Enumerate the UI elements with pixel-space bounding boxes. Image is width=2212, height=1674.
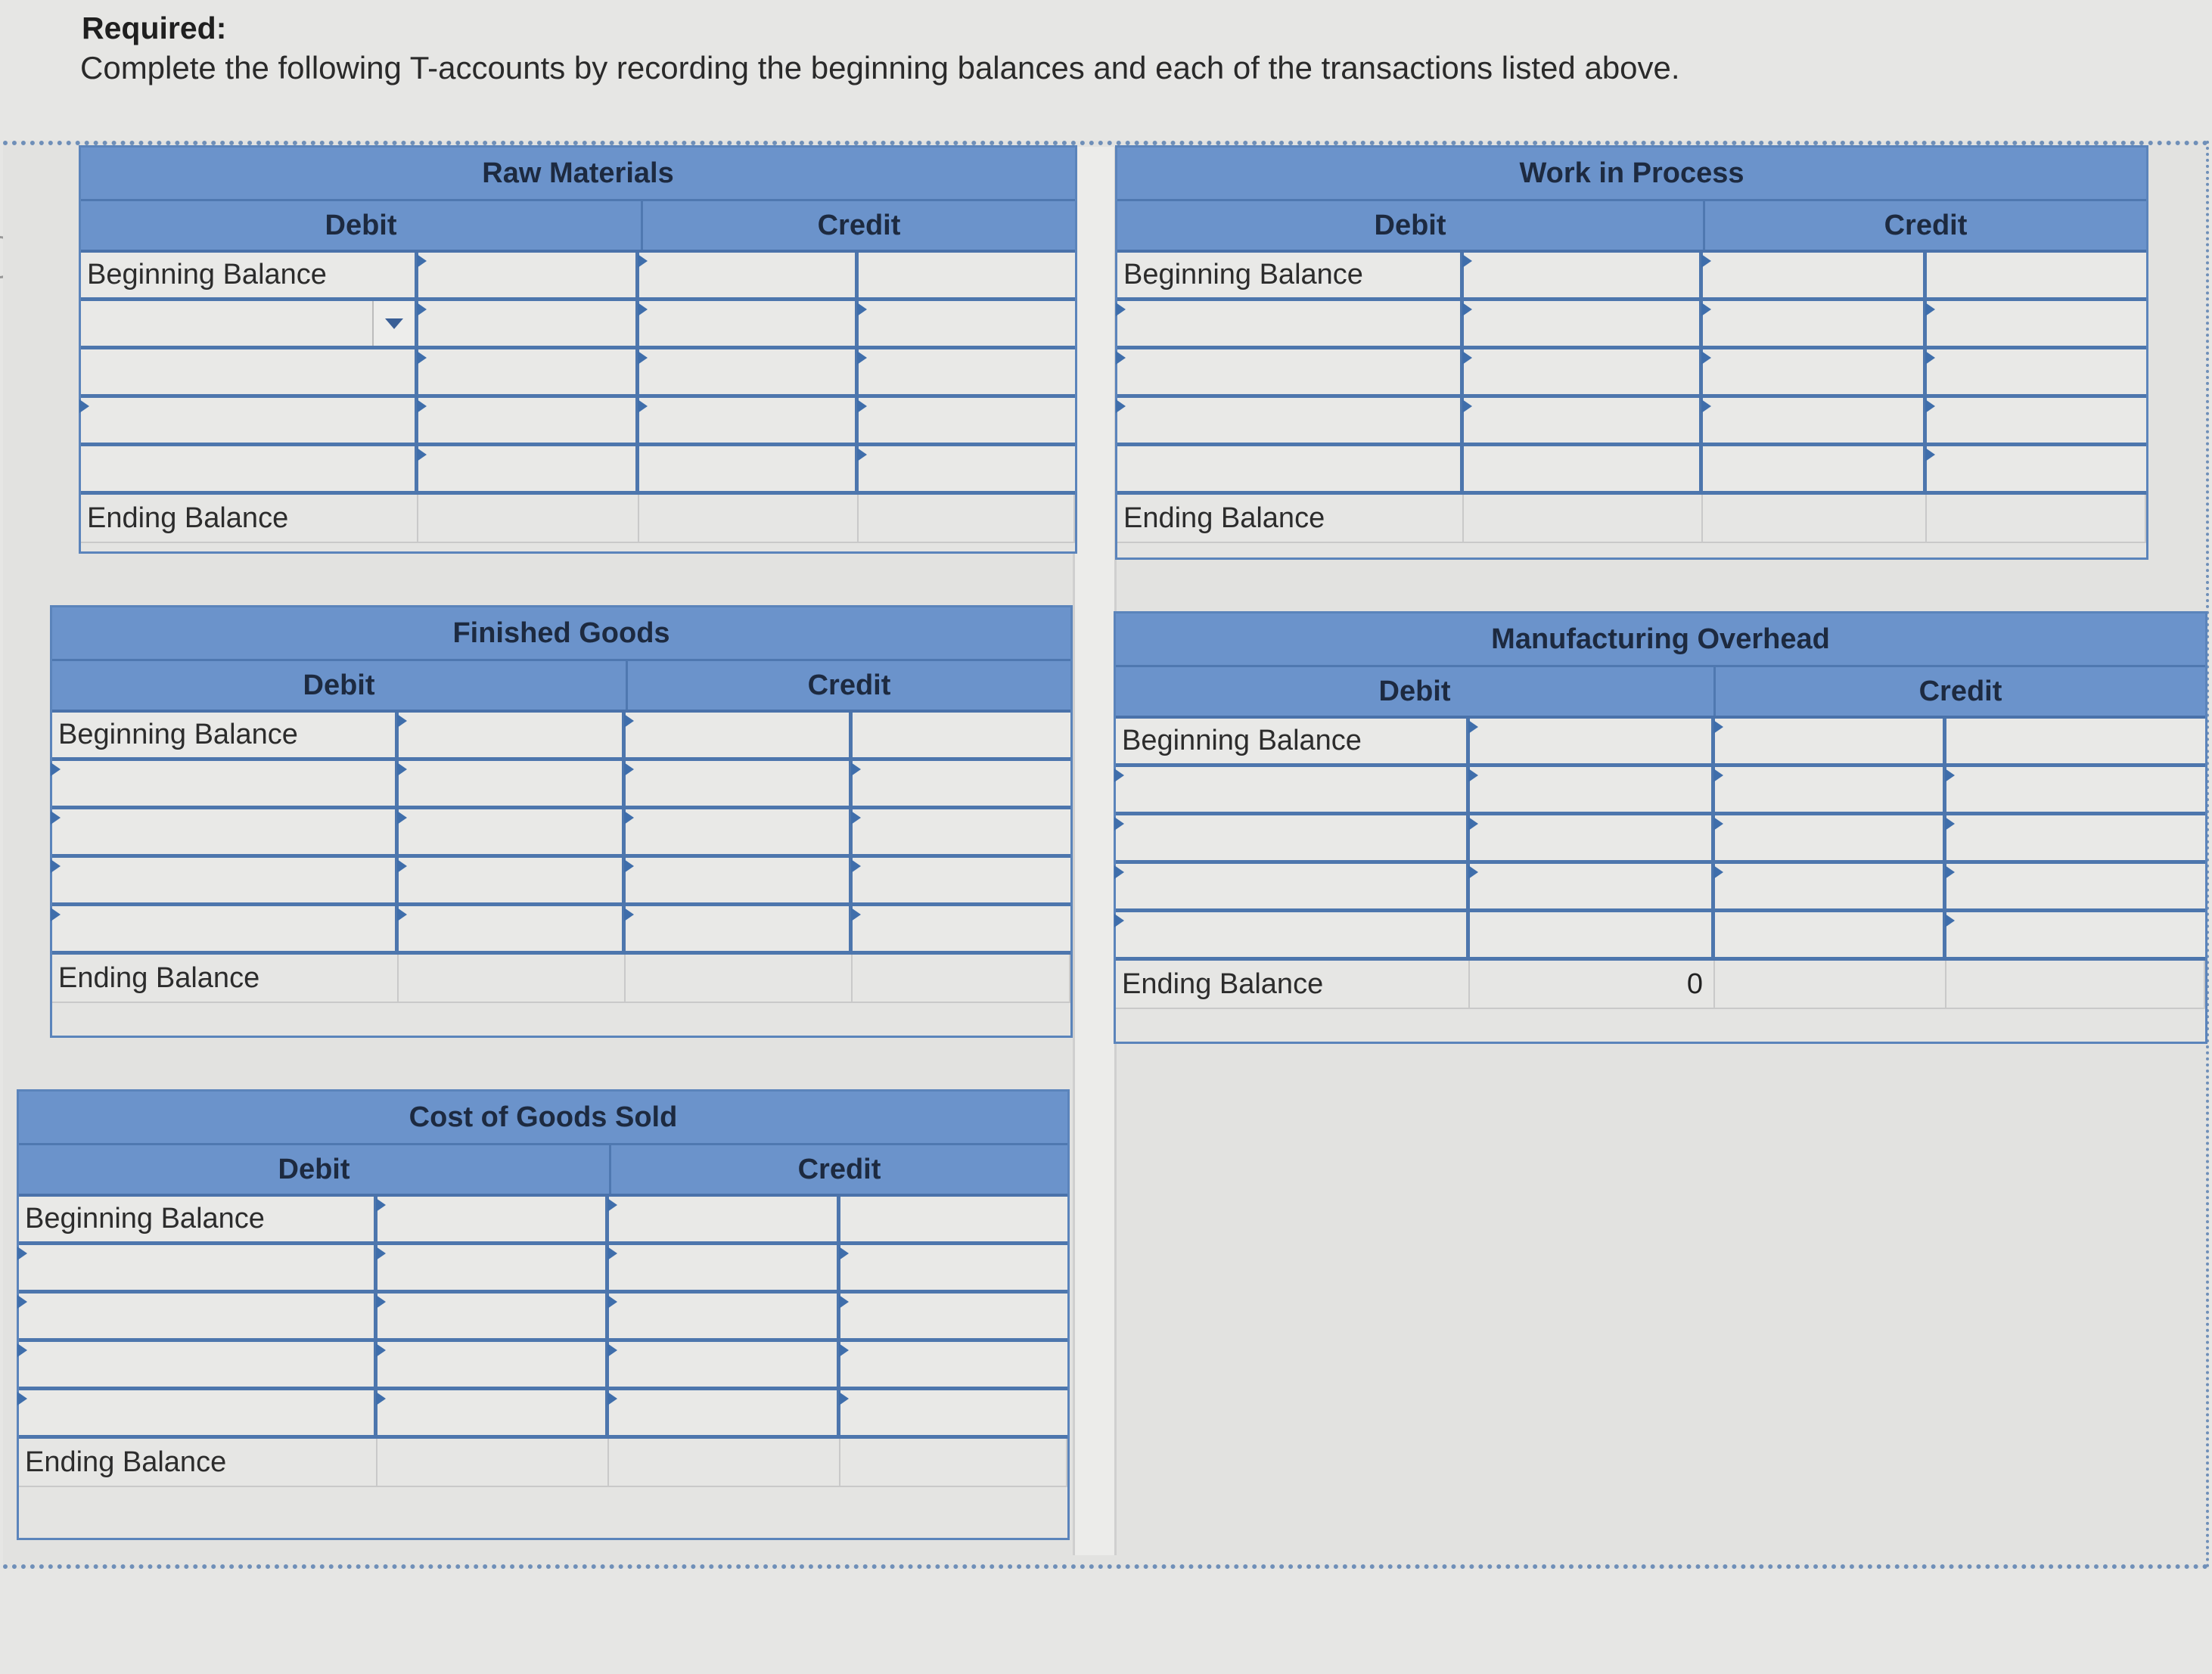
- input-marker-icon: [417, 303, 427, 316]
- credit-input[interactable]: [853, 713, 1070, 757]
- account-input[interactable]: [52, 809, 399, 854]
- input-marker-icon: [607, 1392, 617, 1405]
- debit-input[interactable]: [377, 1390, 609, 1435]
- transaction-row: [81, 349, 1075, 398]
- debit-input[interactable]: [1464, 349, 1703, 394]
- empty-cell: [1946, 961, 2205, 1008]
- input-marker-icon: [857, 399, 867, 413]
- credit-header: Credit: [641, 201, 1075, 250]
- input-marker-icon: [1114, 914, 1124, 927]
- account-input[interactable]: [81, 349, 418, 394]
- transaction-row: [1116, 912, 2205, 961]
- credit-input[interactable]: [1946, 719, 2205, 763]
- input-marker-icon: [1116, 303, 1126, 316]
- credit-input[interactable]: [840, 1245, 1067, 1290]
- required-heading: Required:: [82, 11, 227, 45]
- debit-input[interactable]: [399, 713, 626, 757]
- ending-debit-value: 0: [1470, 961, 1715, 1008]
- credit-input[interactable]: [1946, 815, 2205, 860]
- debit-input[interactable]: [1464, 301, 1703, 346]
- chevron-down-icon[interactable]: [372, 301, 415, 346]
- account-input[interactable]: [1117, 349, 1464, 394]
- transaction-row: [1117, 349, 2146, 398]
- input-marker-icon: [1462, 254, 1472, 268]
- credit-account-input[interactable]: [639, 253, 859, 297]
- debit-input[interactable]: [399, 809, 626, 854]
- credit-account-input[interactable]: [609, 1390, 840, 1435]
- credit-account-input[interactable]: [1703, 349, 1927, 394]
- credit-account-input[interactable]: [639, 301, 859, 346]
- credit-account-input[interactable]: [1703, 398, 1927, 443]
- input-marker-icon: [1713, 817, 1723, 831]
- account-title: Cost of Goods Sold: [19, 1092, 1067, 1145]
- input-marker-icon: [17, 1343, 27, 1357]
- transaction-row: [1117, 398, 2146, 446]
- transaction-row: [52, 858, 1070, 906]
- input-marker-icon: [51, 859, 61, 873]
- account-input[interactable]: [52, 761, 399, 806]
- credit-input[interactable]: [1927, 398, 2146, 443]
- input-marker-icon: [17, 1247, 27, 1260]
- instructions-text: Complete the following T-accounts by recording the beginning balances and each of the transactions listed above.: [80, 50, 1680, 85]
- account-title: Manufacturing Overhead: [1116, 613, 2205, 667]
- credit-account-input[interactable]: [1715, 815, 1946, 860]
- beginning-balance-row: [81, 253, 1075, 301]
- credit-account-input[interactable]: [1715, 767, 1946, 812]
- input-marker-icon: [607, 1247, 617, 1260]
- credit-account-input[interactable]: [626, 906, 853, 951]
- debit-header: Debit: [278, 1153, 350, 1185]
- input-marker-icon: [857, 303, 867, 316]
- transaction-row: [19, 1390, 1067, 1439]
- input-marker-icon: [1701, 351, 1711, 365]
- input-marker-icon: [857, 448, 867, 461]
- transaction-row: [1116, 815, 2205, 864]
- ending-balance-label: Ending Balance: [19, 1439, 377, 1486]
- account-input[interactable]: [1116, 864, 1470, 908]
- input-marker-icon: [417, 254, 427, 268]
- debit-input[interactable]: [418, 253, 639, 297]
- transaction-row: [1116, 767, 2205, 815]
- input-marker-icon: [851, 859, 861, 873]
- debit-input[interactable]: [1470, 864, 1715, 908]
- input-marker-icon: [624, 714, 634, 728]
- input-marker-icon: [638, 399, 648, 413]
- input-marker-icon: [397, 859, 407, 873]
- credit-input[interactable]: [853, 761, 1070, 806]
- credit-input[interactable]: [1927, 301, 2146, 346]
- input-marker-icon: [1701, 303, 1711, 316]
- credit-account-input[interactable]: [1703, 446, 1927, 491]
- debit-input[interactable]: [1470, 815, 1715, 860]
- debit-input[interactable]: [1470, 719, 1715, 763]
- ending-debit-value: [418, 495, 639, 542]
- credit-input[interactable]: [859, 398, 1075, 443]
- input-marker-icon: [17, 1295, 27, 1309]
- debit-input[interactable]: [399, 906, 626, 951]
- input-marker-icon: [376, 1247, 386, 1260]
- account-input[interactable]: [81, 398, 418, 443]
- credit-input[interactable]: [859, 301, 1075, 346]
- input-marker-icon: [417, 448, 427, 461]
- transaction-row: [19, 1294, 1067, 1342]
- input-marker-icon: [851, 762, 861, 776]
- credit-input[interactable]: [853, 906, 1070, 951]
- input-marker-icon: [607, 1198, 617, 1212]
- input-marker-icon: [1713, 769, 1723, 782]
- account-input[interactable]: [1117, 301, 1464, 346]
- input-marker-icon: [857, 351, 867, 365]
- input-marker-icon: [1945, 865, 1955, 879]
- empty-cell: [1927, 495, 2146, 542]
- ending-balance-row: [1116, 961, 2205, 1009]
- ending-balance-label: Ending Balance: [1116, 961, 1470, 1008]
- transaction-row: [81, 446, 1075, 495]
- input-marker-icon: [51, 908, 61, 921]
- input-marker-icon: [1462, 399, 1472, 413]
- input-marker-icon: [397, 811, 407, 825]
- t-account-manufacturing-overhead: [1114, 611, 2207, 1044]
- account-select[interactable]: [81, 301, 418, 346]
- debit-header: Debit: [303, 669, 375, 701]
- credit-input[interactable]: [853, 858, 1070, 902]
- input-marker-icon: [1945, 769, 1955, 782]
- credit-account-input[interactable]: [639, 349, 859, 394]
- credit-account-input[interactable]: [639, 398, 859, 443]
- input-marker-icon: [417, 351, 427, 365]
- empty-cell: [859, 495, 1075, 542]
- column-divider: [1073, 147, 1117, 1555]
- beginning-balance-label: Beginning Balance: [1117, 253, 1464, 297]
- beginning-balance-row: [52, 713, 1070, 761]
- debit-input[interactable]: [418, 398, 639, 443]
- credit-input[interactable]: [1946, 912, 2205, 957]
- input-marker-icon: [1468, 817, 1478, 831]
- ending-balance-label: Ending Balance: [81, 495, 418, 542]
- input-marker-icon: [51, 762, 61, 776]
- account-input[interactable]: [52, 858, 399, 902]
- debit-input[interactable]: [377, 1342, 609, 1387]
- debit-header: Debit: [325, 209, 397, 241]
- ending-credit-value: [626, 955, 853, 1002]
- column-headers: [1117, 201, 2146, 253]
- input-marker-icon: [1114, 817, 1124, 831]
- ending-balance-row: [81, 495, 1075, 543]
- credit-input[interactable]: [840, 1342, 1067, 1387]
- credit-account-input[interactable]: [1715, 864, 1946, 908]
- input-marker-icon: [839, 1343, 849, 1357]
- input-marker-icon: [1925, 351, 1935, 365]
- input-marker-icon: [1468, 720, 1478, 734]
- input-marker-icon: [376, 1295, 386, 1309]
- beginning-balance-label: Beginning Balance: [52, 713, 399, 757]
- credit-header: Credit: [609, 1145, 1067, 1194]
- transaction-row: [1117, 301, 2146, 349]
- column-headers: [52, 661, 1070, 713]
- t-account-cost-of-goods-sold: [17, 1089, 1070, 1540]
- credit-account-input[interactable]: [626, 713, 853, 757]
- column-headers: [81, 201, 1075, 253]
- debit-input[interactable]: [1470, 912, 1715, 957]
- credit-header: Credit: [1703, 201, 2146, 250]
- account-input[interactable]: [81, 446, 418, 491]
- credit-input[interactable]: [840, 1294, 1067, 1338]
- credit-account-input[interactable]: [1715, 912, 1946, 957]
- account-input[interactable]: [19, 1294, 377, 1338]
- input-marker-icon: [839, 1247, 849, 1260]
- input-marker-icon: [1701, 254, 1711, 268]
- credit-account-input[interactable]: [1715, 719, 1946, 763]
- input-marker-icon: [1925, 303, 1935, 316]
- debit-input[interactable]: [1464, 253, 1703, 297]
- credit-input[interactable]: [1946, 767, 2205, 812]
- credit-account-input[interactable]: [609, 1245, 840, 1290]
- input-marker-icon: [79, 399, 89, 413]
- debit-header: Debit: [1378, 675, 1451, 707]
- t-account-finished-goods: [50, 605, 1073, 1038]
- ending-debit-value: [399, 955, 626, 1002]
- credit-input[interactable]: [1946, 864, 2205, 908]
- input-marker-icon: [1468, 769, 1478, 782]
- t-account-raw-materials: [79, 145, 1077, 554]
- input-marker-icon: [397, 714, 407, 728]
- input-marker-icon: [1945, 817, 1955, 831]
- credit-input[interactable]: [853, 809, 1070, 854]
- debit-input[interactable]: [399, 858, 626, 902]
- account-input[interactable]: [1117, 446, 1464, 491]
- input-marker-icon: [417, 399, 427, 413]
- debit-input[interactable]: [1464, 446, 1703, 491]
- account-input[interactable]: [19, 1245, 377, 1290]
- credit-input[interactable]: [1927, 349, 2146, 394]
- input-marker-icon: [839, 1295, 849, 1309]
- transaction-row: [52, 761, 1070, 809]
- credit-account-input[interactable]: [1703, 253, 1927, 297]
- transaction-row: [52, 809, 1070, 858]
- input-marker-icon: [1462, 303, 1472, 316]
- transaction-row: [19, 1342, 1067, 1390]
- ending-balance-row: [52, 955, 1070, 1003]
- input-marker-icon: [1713, 865, 1723, 879]
- debit-input[interactable]: [418, 301, 639, 346]
- debit-input[interactable]: [1464, 398, 1703, 443]
- input-marker-icon: [376, 1198, 386, 1212]
- input-marker-icon: [607, 1295, 617, 1309]
- credit-account-input[interactable]: [639, 446, 859, 491]
- input-marker-icon: [638, 254, 648, 268]
- ending-debit-value: [1464, 495, 1703, 542]
- input-marker-icon: [376, 1392, 386, 1405]
- input-marker-icon: [839, 1392, 849, 1405]
- transaction-row: [81, 398, 1075, 446]
- ending-credit-value: [1715, 961, 1946, 1008]
- transaction-row: [1116, 864, 2205, 912]
- ending-debit-value: [377, 1439, 609, 1486]
- empty-cell: [840, 1439, 1067, 1486]
- account-input[interactable]: [1116, 912, 1470, 957]
- input-marker-icon: [624, 859, 634, 873]
- transaction-row: [19, 1245, 1067, 1294]
- input-marker-icon: [624, 762, 634, 776]
- input-marker-icon: [1945, 914, 1955, 927]
- credit-input[interactable]: [1927, 253, 2146, 297]
- credit-input[interactable]: [840, 1390, 1067, 1435]
- ending-balance-label: Ending Balance: [1117, 495, 1464, 542]
- ending-balance-row: [1117, 495, 2146, 543]
- account-input[interactable]: [1117, 398, 1464, 443]
- debit-input[interactable]: [1470, 767, 1715, 812]
- input-marker-icon: [1462, 351, 1472, 365]
- debit-input[interactable]: [399, 761, 626, 806]
- input-marker-icon: [1701, 399, 1711, 413]
- debit-input[interactable]: [377, 1245, 609, 1290]
- transaction-row: [81, 301, 1075, 349]
- debit-input[interactable]: [377, 1197, 609, 1241]
- ending-credit-value: [639, 495, 859, 542]
- input-marker-icon: [1713, 720, 1723, 734]
- credit-account-input[interactable]: [609, 1342, 840, 1387]
- beginning-balance-row: [1116, 719, 2205, 767]
- credit-input[interactable]: [859, 349, 1075, 394]
- input-marker-icon: [376, 1343, 386, 1357]
- debit-input[interactable]: [377, 1294, 609, 1338]
- input-marker-icon: [624, 908, 634, 921]
- input-marker-icon: [1116, 399, 1126, 413]
- input-marker-icon: [397, 762, 407, 776]
- empty-cell: [853, 955, 1070, 1002]
- input-marker-icon: [1116, 351, 1126, 365]
- input-marker-icon: [638, 303, 648, 316]
- input-marker-icon: [624, 811, 634, 825]
- input-marker-icon: [607, 1343, 617, 1357]
- account-input[interactable]: [1116, 767, 1470, 812]
- input-marker-icon: [851, 811, 861, 825]
- ending-credit-value: [609, 1439, 840, 1486]
- credit-header: Credit: [626, 661, 1070, 710]
- account-input[interactable]: [1116, 815, 1470, 860]
- account-input[interactable]: [19, 1390, 377, 1435]
- credit-account-input[interactable]: [609, 1197, 840, 1241]
- credit-account-input[interactable]: [626, 761, 853, 806]
- credit-input[interactable]: [1927, 446, 2146, 491]
- debit-input[interactable]: [418, 446, 639, 491]
- credit-input[interactable]: [840, 1197, 1067, 1241]
- account-title: Raw Materials: [81, 148, 1075, 201]
- account-input[interactable]: [52, 906, 399, 951]
- account-title: Work in Process: [1117, 148, 2146, 201]
- ending-balance-row: [19, 1439, 1067, 1487]
- debit-header: Debit: [1374, 209, 1446, 241]
- input-marker-icon: [17, 1392, 27, 1405]
- input-marker-icon: [1925, 448, 1935, 461]
- account-title: Finished Goods: [52, 607, 1070, 661]
- column-headers: [1116, 667, 2205, 719]
- input-marker-icon: [397, 908, 407, 921]
- t-account-work-in-process: [1115, 145, 2148, 560]
- credit-account-input[interactable]: [1703, 301, 1927, 346]
- input-marker-icon: [638, 351, 648, 365]
- column-headers: [19, 1145, 1067, 1197]
- input-marker-icon: [1114, 769, 1124, 782]
- credit-account-input[interactable]: [626, 858, 853, 902]
- input-marker-icon: [1925, 399, 1935, 413]
- account-input[interactable]: [19, 1342, 377, 1387]
- credit-input[interactable]: [859, 253, 1075, 297]
- credit-account-input[interactable]: [609, 1294, 840, 1338]
- transaction-row: [52, 906, 1070, 955]
- credit-header: Credit: [1713, 667, 2205, 716]
- ending-balance-label: Ending Balance: [52, 955, 399, 1002]
- transaction-row: [1117, 446, 2146, 495]
- credit-input[interactable]: [859, 446, 1075, 491]
- beginning-balance-label: Beginning Balance: [1116, 719, 1470, 763]
- input-marker-icon: [851, 908, 861, 921]
- debit-input[interactable]: [418, 349, 639, 394]
- beginning-balance-label: Beginning Balance: [81, 253, 418, 297]
- input-marker-icon: [1468, 865, 1478, 879]
- beginning-balance-row: [1117, 253, 2146, 301]
- beginning-balance-row: [19, 1197, 1067, 1245]
- credit-account-input[interactable]: [626, 809, 853, 854]
- input-marker-icon: [1114, 865, 1124, 879]
- ending-credit-value: [1703, 495, 1927, 542]
- beginning-balance-label: Beginning Balance: [19, 1197, 377, 1241]
- input-marker-icon: [51, 811, 61, 825]
